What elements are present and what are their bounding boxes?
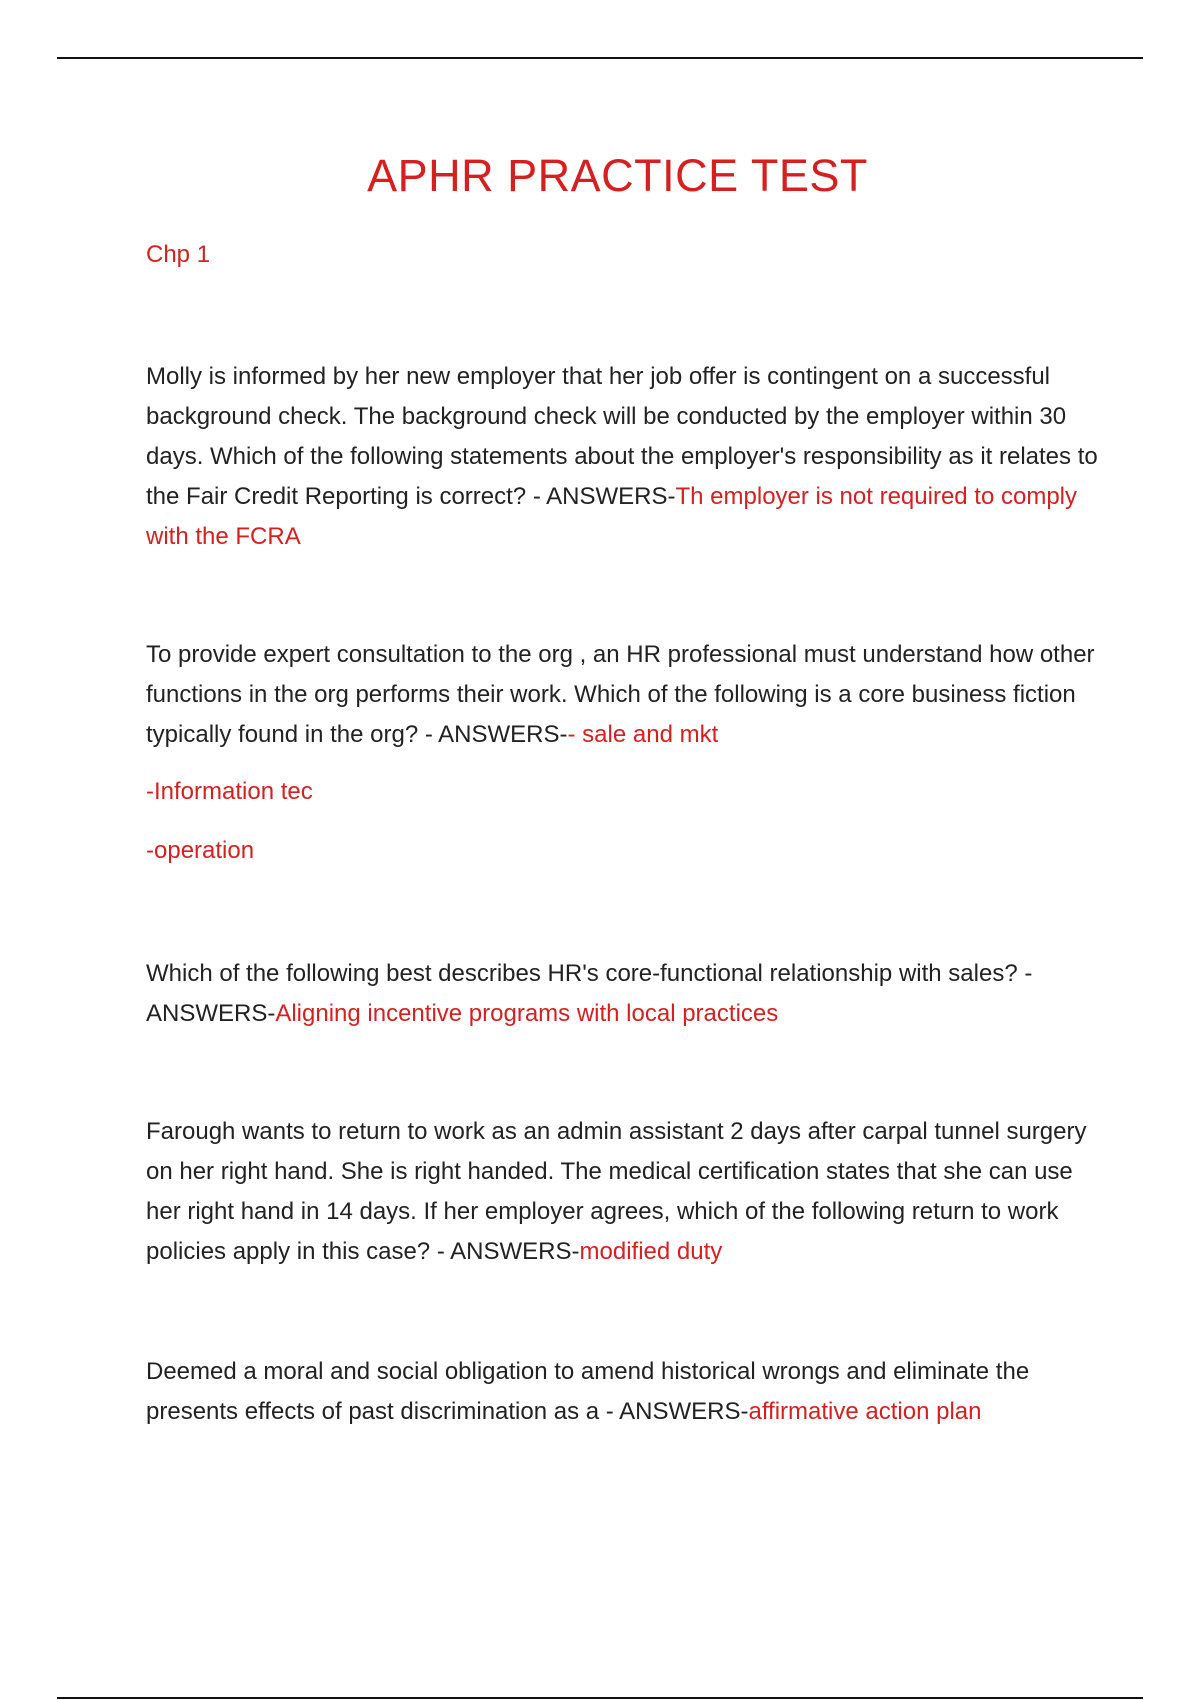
chapter-heading: Chp 1 (146, 241, 211, 268)
question-text-4: Farough wants to return to work as an admin assistant 2 days after carpal tunnel surgery on her right hand. She is right handed. The medical certification states that she can use her right hand in 14 days. If her employer agrees, which of the following return to work policies apply in this case? - ANSWERS- (146, 1118, 1087, 1265)
question-block-5 (146, 1352, 1101, 1432)
top-divider (57, 57, 1143, 59)
question-text-1: Molly is informed by her new employer that her job offer is contingent on a successful background check. The background check will be conducted by the employer within 30 days. Which of the following statements about the employer's responsibility as it relates to the Fair Credit Reporting is correct? - ANSWERS- (146, 363, 1098, 510)
question-block-2 (146, 635, 1101, 755)
question-text-3: Which of the following best describes HR's core-functional relationship with sales? - ANSWERS- (146, 960, 1033, 1027)
question-block-4 (146, 1112, 1101, 1272)
question-text-5: Deemed a moral and social obligation to amend historical wrongs and eliminate the presents effects of past discrimination as a - ANSWERS- (146, 1358, 1030, 1425)
answer-text-2: - sale and mkt (567, 721, 719, 748)
answer-text-3: Aligning incentive programs with local practices (275, 1000, 779, 1027)
document-title: APHR PRACTICE TEST (367, 150, 868, 201)
bottom-divider (57, 1697, 1143, 1699)
question-block-3 (146, 954, 1101, 1034)
answer-text-1: Th employer is not required to comply with the FCRA (146, 483, 1078, 550)
answer-text-5: affirmative action plan (748, 1398, 982, 1425)
answer-line-2b: -Information tec (146, 778, 313, 805)
question-text-2: To provide expert consultation to the org , an HR professional must understand how other functions in the org performs their work. Which of the following is a core business fiction typically found in the org? - ANSWERS- (146, 641, 1095, 748)
answer-text-4: modified duty (579, 1238, 723, 1265)
answer-line-2c: -operation (146, 837, 255, 864)
question-block-1 (146, 357, 1101, 557)
